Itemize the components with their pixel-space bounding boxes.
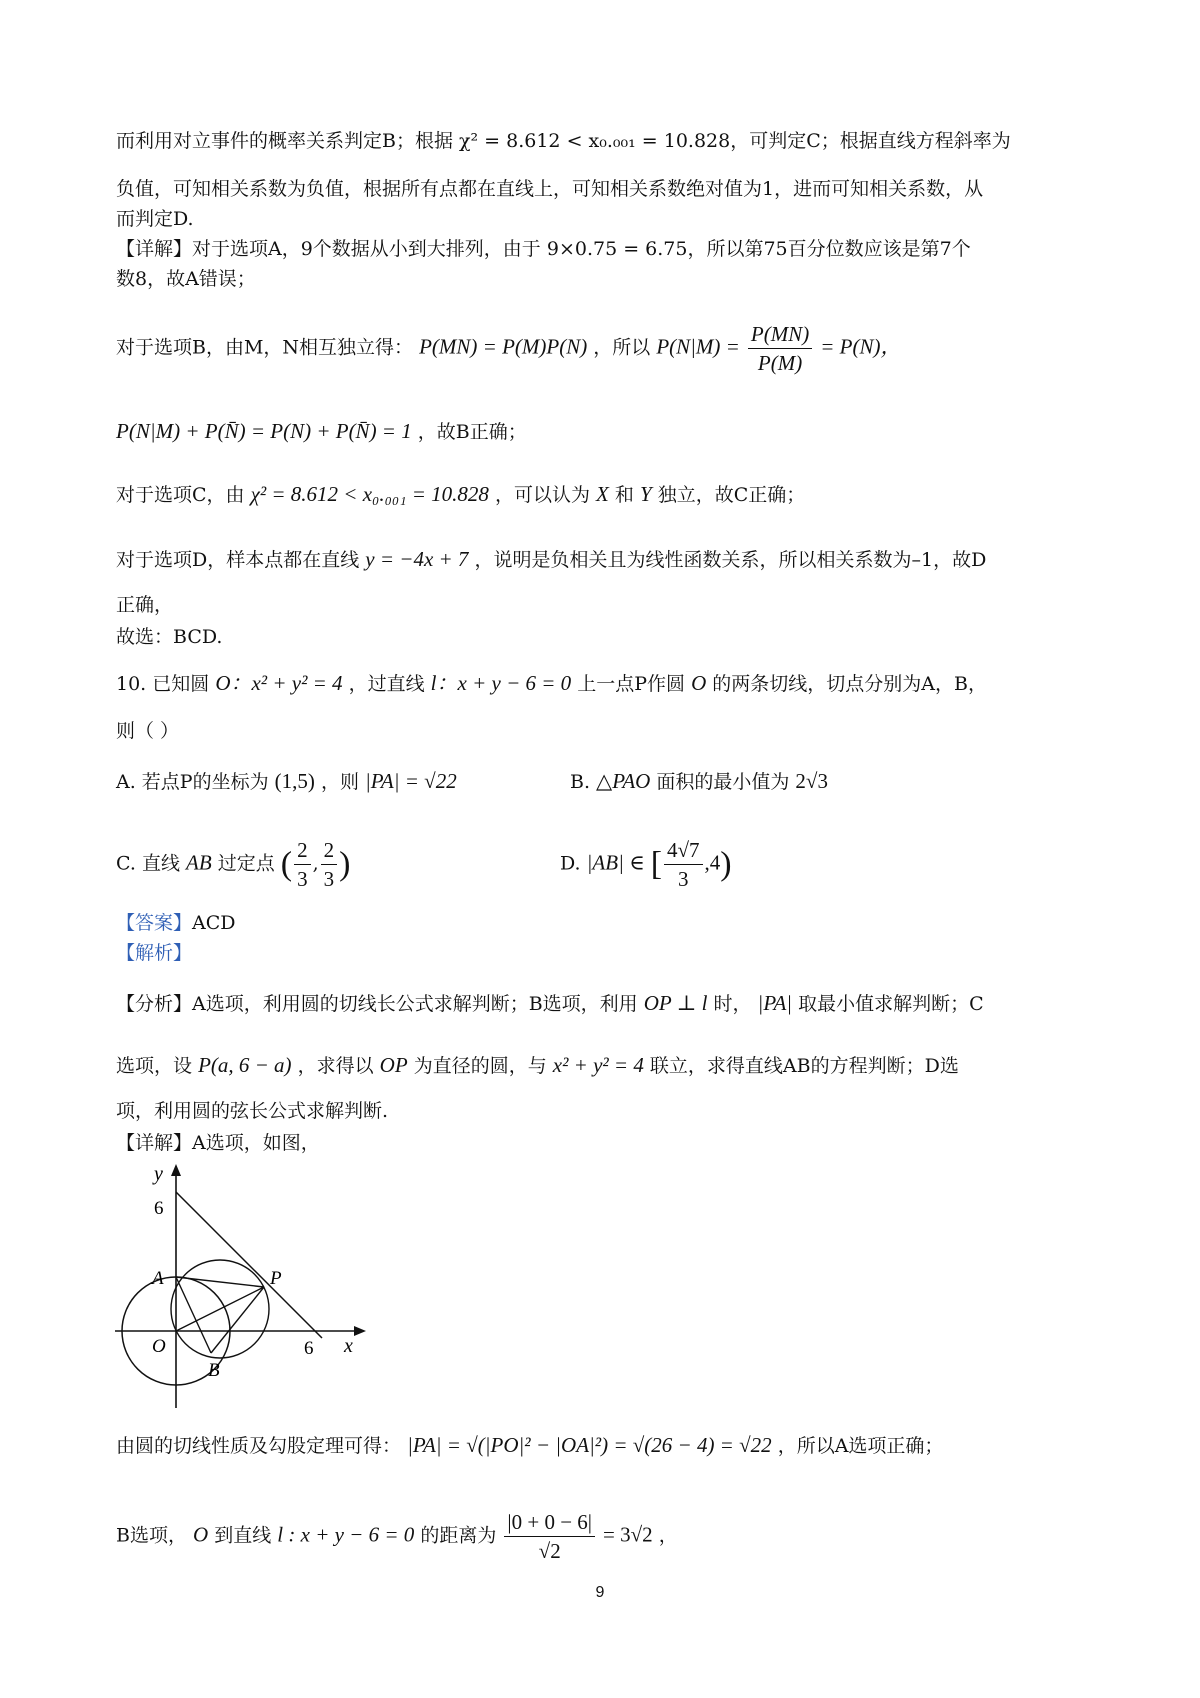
text-span: ，求得以 — [297, 1055, 374, 1077]
text-span: A. 若点P的坐标为 — [116, 771, 269, 793]
text-span: ， — [658, 1524, 678, 1547]
formula: (1,5) — [274, 769, 315, 793]
label-o: O — [152, 1336, 166, 1357]
text-line: 数8，故A错误； — [116, 268, 256, 290]
option-d — [560, 836, 732, 893]
formula: P(a, 6 − a) — [198, 1053, 292, 1077]
formula: OP ⊥ l — [643, 991, 708, 1015]
segment-ab — [176, 1277, 211, 1353]
text-span: 为直径的圆，与 — [413, 1055, 547, 1077]
text-line — [116, 990, 1096, 1017]
text-span: ，可以认为 — [494, 484, 590, 506]
fraction-denominator: √2 — [538, 1539, 561, 1563]
text-line: 【详解】A选项，如图， — [116, 1132, 320, 1154]
paren-left: ( — [280, 845, 293, 883]
segment-op — [176, 1287, 264, 1331]
formula: y = −4x + 7 — [365, 547, 469, 571]
formula: P(MN) = P(M)P(N) — [419, 334, 588, 359]
fraction-numerator: 4√7 — [664, 836, 703, 865]
bracket-left: [ — [650, 845, 663, 883]
text-span: 对于选项B，由M，N相互独立得： — [116, 336, 414, 359]
formula: l：x + y − 6 = 0 — [430, 671, 572, 695]
fraction-numerator: |0 + 0 − 6| — [504, 1508, 595, 1537]
formula: P(N|M) + P(N̄) = P(N) + P(N̄) = 1 — [116, 419, 412, 443]
page-number: 9 — [595, 1584, 605, 1601]
formula: O — [193, 1522, 209, 1547]
paren-right: ) — [339, 845, 351, 883]
text-span: ，则 — [320, 771, 359, 793]
fraction-numerator: P(MN) — [748, 320, 812, 349]
formula: = P(N)， — [820, 334, 902, 359]
text-span: C. 直线 — [116, 852, 180, 875]
text-span: ，过直线 — [348, 673, 425, 695]
option-a — [116, 768, 457, 795]
option-b — [570, 768, 828, 795]
text-span: 过定点 — [217, 852, 275, 875]
fraction-numerator: 2 — [294, 836, 311, 865]
text-span: 独立，故C正确； — [657, 484, 806, 506]
fraction-denominator: 3 — [323, 867, 335, 891]
label-x: x — [344, 1335, 353, 1357]
text-span: 到直线 — [214, 1524, 272, 1547]
answer-line — [116, 910, 1096, 936]
fraction — [504, 1508, 595, 1565]
text-span: D. — [560, 852, 587, 875]
text-line — [116, 1432, 1096, 1459]
text-line: 则（ ） — [116, 720, 180, 742]
formula: ,4 — [704, 850, 721, 875]
label-a: A — [152, 1268, 164, 1289]
formula: X — [596, 482, 609, 506]
formula: = 3√2 — [603, 1522, 653, 1547]
segment-ap — [176, 1277, 264, 1287]
text-line — [116, 320, 1096, 377]
answer-tag: 【答案】 — [116, 912, 193, 934]
text-line — [116, 481, 1096, 508]
text-span: ，故B正确； — [417, 421, 527, 443]
text-span: 和 — [614, 484, 634, 506]
question-line — [116, 670, 1096, 697]
text-line: 正确， — [116, 594, 174, 616]
answer-value: ACD — [192, 912, 236, 934]
text-span: 选项，设 — [116, 1055, 193, 1077]
formula: △PAO — [596, 769, 651, 793]
formula: Y — [639, 482, 652, 506]
label-y: y — [154, 1163, 163, 1185]
text-line: 而判定D. — [116, 208, 194, 230]
label-b: B — [208, 1360, 220, 1381]
text-span: 面积的最小值为 — [656, 771, 790, 793]
analysis-tag — [116, 940, 1096, 966]
formula: AB — [186, 850, 212, 875]
text-line: 项，利用圆的弦长公式求解判断. — [116, 1100, 389, 1122]
text-line — [116, 1508, 1096, 1565]
text-span: 的距离为 — [420, 1524, 497, 1547]
text-span: ，说明是负相关且为线性函数关系，所以相关系数为–1，故D — [474, 549, 987, 571]
text-span: 对于选项D，样本点都在直线 — [116, 549, 360, 571]
fraction-denominator: 3 — [297, 867, 308, 891]
formula: |AB| ∈ — [586, 850, 645, 875]
formula: |PA| = √22 — [365, 769, 457, 793]
text-line: 故选：BCD. — [116, 626, 223, 648]
bracket-right: ) — [720, 845, 732, 883]
formula: |PA| = √(|PO|² − |OA|²) = √(26 − 4) = √22 — [407, 1433, 772, 1457]
text-line: 【详解】对于选项A，9个数据从小到大排列，由于 9×0.75 = 6.75，所以第75百分位数应该是第7个 — [116, 238, 971, 260]
fraction-numerator: 2 — [321, 836, 338, 865]
text-span: 由圆的切线性质及勾股定理可得： — [116, 1435, 402, 1457]
text-span: 10. 已知圆 — [116, 673, 210, 695]
text-span: 上一点P作圆 — [577, 673, 686, 695]
label-six-y: 6 — [154, 1198, 164, 1219]
formula: OP — [379, 1053, 408, 1077]
text-span: B. — [570, 771, 597, 793]
label-p: P — [270, 1268, 282, 1289]
fraction-denominator: 3 — [678, 867, 689, 891]
fraction — [664, 836, 703, 893]
option-c: C. 直线 AB 过定点 ( $\frac{2}{3}$ , $\frac{2}{3}$ ) — [116, 838, 351, 891]
text-line — [116, 418, 1096, 445]
text-line: 负值，可知相关系数为负值，根据所有点都在直线上，可知相关系数绝对值为1，进而可知相关系数，从 — [116, 178, 984, 200]
formula: P(N|M) = — [656, 334, 740, 359]
text-line — [116, 1052, 1096, 1079]
fraction — [321, 836, 338, 893]
formula: O — [691, 671, 707, 695]
text-line — [116, 546, 1096, 573]
formula: x² + y² = 4 — [552, 1053, 644, 1077]
text-span: 对于选项C，由 — [116, 484, 245, 506]
label-six-x: 6 — [304, 1338, 314, 1359]
fraction — [748, 320, 812, 377]
text-span: 时， — [713, 993, 752, 1015]
analysis-label: 【解析】 — [116, 942, 193, 964]
geometry-figure — [110, 1160, 380, 1412]
text-span: ，所以 — [593, 336, 651, 359]
text-span: ，所以A选项正确； — [777, 1435, 944, 1457]
text-span: 取最小值求解判断；C — [798, 993, 984, 1015]
formula: 2√3 — [795, 769, 828, 793]
y-axis-arrow — [171, 1164, 181, 1176]
text-line: 而利用对立事件的概率关系判定B；根据 χ² = 8.612 < x₀.₀₀₁ = 10.828，可判定C；根据直线方程斜率为 — [116, 130, 1011, 152]
fraction — [294, 836, 311, 893]
formula: O：x² + y² = 4 — [215, 671, 343, 695]
text-span: B选项， — [116, 1524, 187, 1547]
text-span: 的两条切线，切点分别为A，B， — [712, 673, 987, 695]
x-axis-arrow — [354, 1326, 366, 1336]
text-span: 【分析】A选项，利用圆的切线长公式求解判断；B选项，利用 — [116, 993, 638, 1015]
formula: |PA| — [757, 991, 793, 1015]
fraction-denominator: P(M) — [757, 351, 803, 375]
formula: l : x + y − 6 = 0 — [277, 1522, 415, 1547]
formula: χ² = 8.612 < x₀.₀₀₁ = 10.828 — [250, 482, 489, 506]
text-span: 联立，求得直线AB的方程判断；D选 — [649, 1055, 959, 1077]
